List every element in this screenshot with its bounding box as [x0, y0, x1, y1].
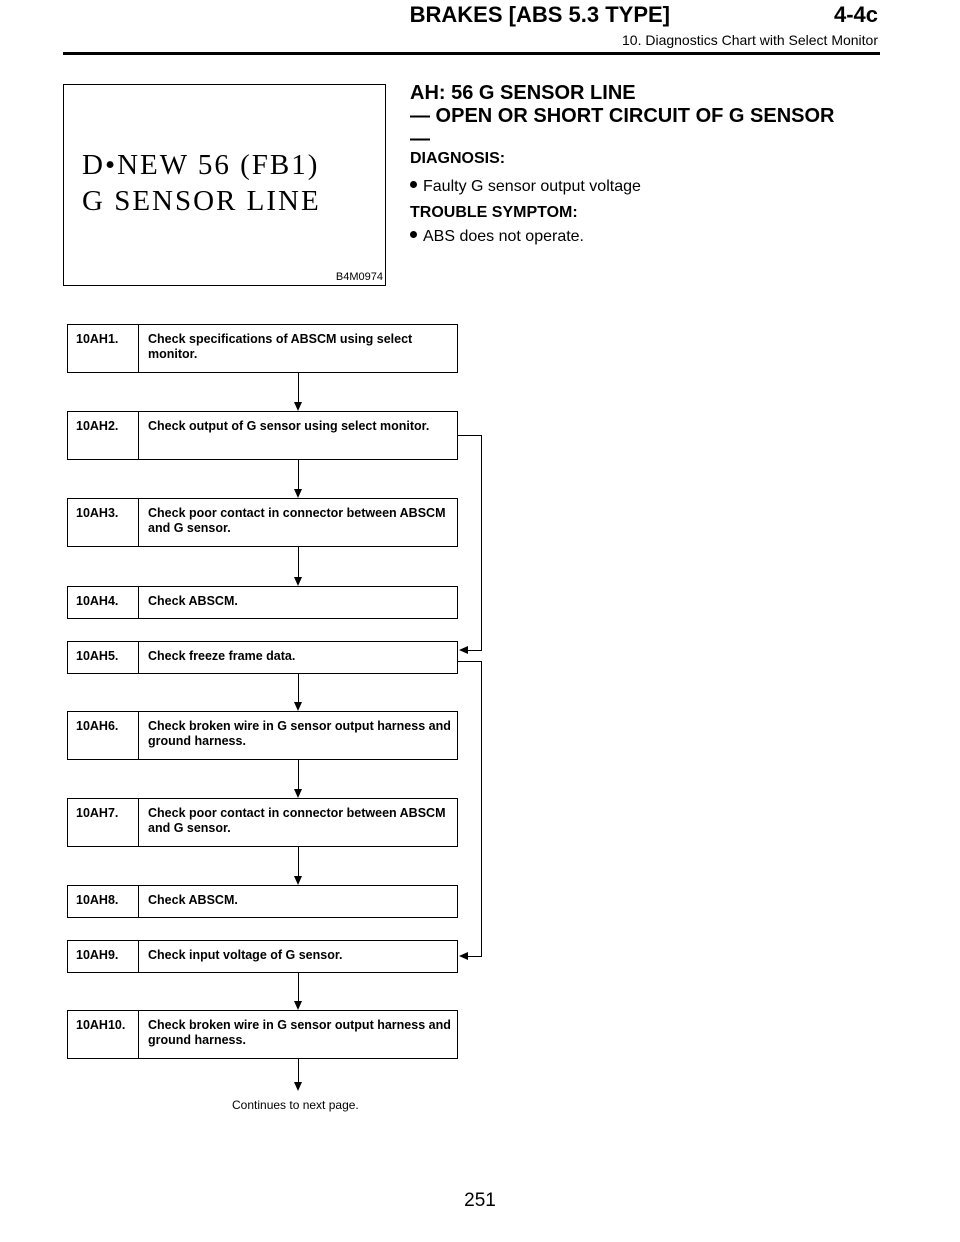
step-code: 10AH3.	[76, 506, 119, 520]
arrow-down-icon	[294, 789, 302, 798]
flow-step-10ah10	[67, 1010, 458, 1059]
section-heading	[410, 82, 880, 151]
step-code: 10AH4.	[76, 594, 119, 608]
step-code: 10AH6.	[76, 719, 119, 733]
step-description: Check output of G sensor using select monitor.	[148, 419, 430, 433]
monitor-screen-line-1: D•NEW 56 (FB1)	[82, 149, 320, 181]
flow-connector	[298, 973, 299, 1002]
symptom-label: TROUBLE SYMPTOM:	[410, 204, 578, 221]
step-divider	[138, 499, 139, 546]
flow-step-10ah5	[67, 641, 458, 674]
arrow-down-icon	[294, 1001, 302, 1010]
arrow-down-icon	[294, 489, 302, 498]
flow-step-10ah3	[67, 498, 458, 547]
step-divider	[138, 412, 139, 459]
flow-connector	[298, 847, 299, 877]
arrow-left-icon	[459, 646, 468, 654]
step-divider	[138, 886, 139, 917]
flow-connector	[298, 760, 299, 790]
flow-step-10ah6	[67, 711, 458, 760]
step-divider	[138, 799, 139, 846]
step-description: Check broken wire in G sensor output harness and ground harness.	[148, 719, 451, 748]
step-divider	[138, 642, 139, 673]
step-code: 10AH1.	[76, 332, 119, 346]
bypass-connector	[467, 650, 482, 651]
flow-step-10ah7	[67, 798, 458, 847]
section-heading-line-1: AH: 56 G SENSOR LINE	[410, 82, 636, 104]
monitor-screen-figure	[63, 84, 386, 286]
step-code: 10AH5.	[76, 649, 119, 663]
chapter-subtitle: 10. Diagnostics Chart with Select Monitor	[622, 32, 878, 48]
diagnosis-label: DIAGNOSIS:	[410, 150, 506, 167]
header-rule	[63, 52, 880, 55]
flow-connector	[298, 373, 299, 403]
figure-code: B4M0974	[335, 271, 383, 283]
diagnosis-item-text: Faulty G sensor output voltage	[423, 178, 641, 195]
flow-connector	[298, 1059, 299, 1083]
arrow-down-icon	[294, 1082, 302, 1091]
section-number: 4-4c	[833, 2, 878, 27]
step-description: Check freeze frame data.	[148, 649, 296, 663]
bypass-connector	[458, 661, 482, 662]
step-description: Check ABSCM.	[148, 893, 238, 907]
bypass-connector	[458, 435, 482, 436]
bypass-connector	[467, 956, 482, 957]
flow-step-10ah8	[67, 885, 458, 918]
step-description: Check ABSCM.	[148, 594, 238, 608]
flow-step-10ah9	[67, 940, 458, 973]
step-divider	[138, 1011, 139, 1058]
step-divider	[138, 712, 139, 759]
step-code: 10AH9.	[76, 948, 119, 962]
step-description: Check broken wire in G sensor output harness and ground harness.	[148, 1018, 451, 1047]
section-heading-line-2: — OPEN OR SHORT CIRCUIT OF G SENSOR	[410, 105, 835, 127]
step-description: Check poor contact in connector between ABSCM and G sensor.	[148, 806, 446, 835]
flow-connector	[298, 460, 299, 490]
diagnosis-item	[410, 178, 641, 196]
step-divider	[138, 587, 139, 618]
arrow-down-icon	[294, 876, 302, 885]
step-code: 10AH10.	[76, 1018, 126, 1032]
page-number: 251	[464, 1190, 496, 1211]
flow-step-10ah1	[67, 324, 458, 373]
flow-step-10ah2	[67, 411, 458, 460]
step-divider	[138, 941, 139, 972]
step-divider	[138, 325, 139, 372]
step-code: 10AH7.	[76, 806, 119, 820]
symptom-item-text: ABS does not operate.	[423, 228, 584, 245]
arrow-left-icon	[459, 952, 468, 960]
monitor-screen-line-2: G SENSOR LINE	[82, 185, 321, 217]
step-description: Check specifications of ABSCM using select monitor.	[148, 332, 413, 361]
step-description: Check poor contact in connector between ABSCM and G sensor.	[148, 506, 446, 535]
bullet-icon	[410, 181, 417, 188]
step-code: 10AH2.	[76, 419, 119, 433]
arrow-down-icon	[294, 702, 302, 711]
symptom-item	[410, 228, 584, 246]
bypass-connector	[481, 435, 482, 651]
section-heading-line-3: —	[410, 128, 430, 150]
flow-connector	[298, 547, 299, 578]
continues-note: Continues to next page.	[232, 1098, 359, 1112]
flow-step-10ah4	[67, 586, 458, 619]
step-code: 10AH8.	[76, 893, 119, 907]
bullet-icon	[410, 231, 417, 238]
flow-connector	[298, 674, 299, 703]
step-description: Check input voltage of G sensor.	[148, 948, 343, 962]
chapter-title: BRAKES [ABS 5.3 TYPE]	[409, 2, 670, 27]
arrow-down-icon	[294, 402, 302, 411]
bypass-connector	[481, 661, 482, 957]
arrow-down-icon	[294, 577, 302, 586]
